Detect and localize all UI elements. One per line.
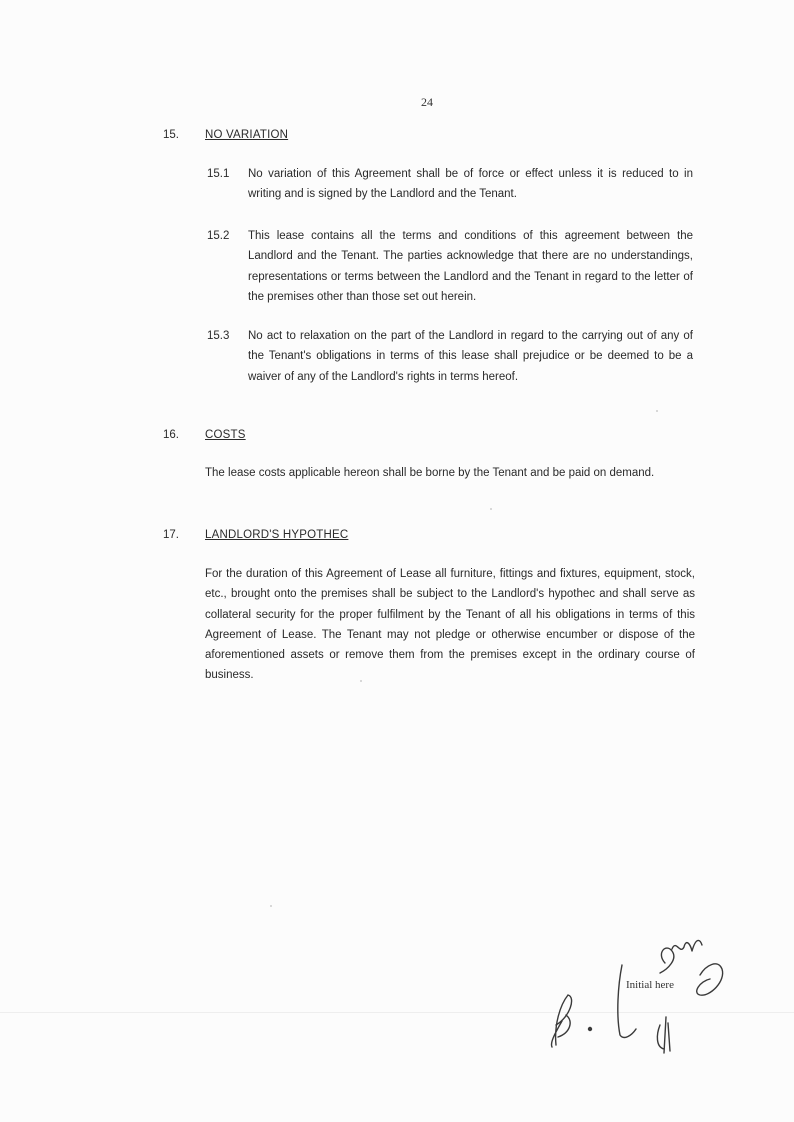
signature-mark-5 [657,1017,670,1053]
section-17-text: For the duration of this Agreement of Lease all furniture, fittings and fixtures, equipment, stock, etc., brought onto the premises shall be subject to the Landlord's hypothec and shall serve as collateral security for the proper fulfilment by the Tenant of all his obligations in terms of this Agreement of Lease. The Tenant may not pledge or otherwise encumber or dispose of the aforementioned assets or remove them from the premises except in the ordinary course of business. [205,568,695,682]
clause-15-1-text: No variation of this Agreement shall be of force or effect unless it is reduced to in writing and is signed by the Landlord and the Tenant. [248,168,693,201]
section-16-heading: COSTS [205,429,246,441]
clause-15-1-number: 15.1 [207,168,230,180]
section-16-text: The lease costs applicable hereon shall be borne by the Tenant and be paid on demand. [205,467,655,479]
signature-mark-2 [618,965,636,1037]
section-17-number: 17. [163,529,179,541]
signature-mark-3 [660,940,702,973]
signature-mark-1 [551,995,571,1047]
scan-speck [490,508,492,510]
section-15-number: 15. [163,129,179,141]
section-17-heading: LANDLORD'S HYPOTHEC [205,529,349,541]
page-number: 24 [421,95,433,109]
clause-15-2-number: 15.2 [207,230,230,242]
initial-here-label: Initial here [626,979,674,991]
initials-block [540,925,740,1075]
section-15-heading: NO VARIATION [205,129,289,141]
section-16-number: 16. [163,429,179,441]
scan-speck [270,905,272,907]
clause-15-3-text: No act to relaxation on the part of the Landlord in regard to the carrying out of any of the Tenant's obligations in terms of this lease shall prejudice or be deemed to be a waiver of any of the Landlord's rights in terms hereof. [248,330,693,383]
clause-15-3-number: 15.3 [207,330,230,342]
signature-mark-4 [697,964,723,995]
signature-dot [589,1028,592,1031]
clause-15-2-text: This lease contains all the terms and conditions of this agreement between the Landlord and the Tenant. The parties acknowledge that there are no understandings, representations or terms between the Landlord and the Tenant in regard to the letter of the premises other than those set out herein. [248,230,693,303]
initials-signatures [540,925,740,1075]
scan-speck [656,410,658,412]
scan-speck [360,680,362,682]
